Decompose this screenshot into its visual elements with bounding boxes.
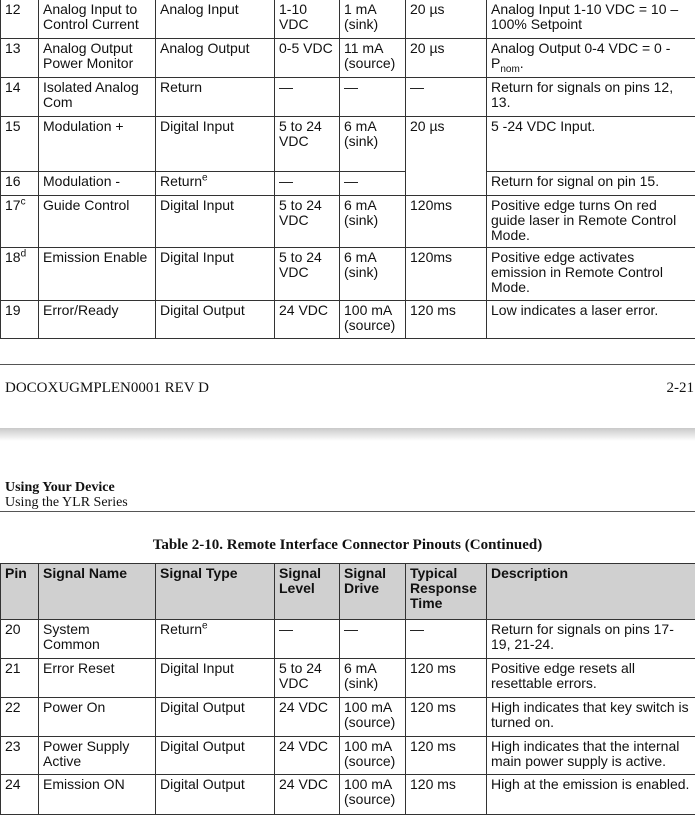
column-header-signal-level: Signal Level [275, 564, 340, 620]
signal-drive-cell: 6 mA (sink) [340, 659, 406, 698]
signal-level-cell: 0-5 VDC [275, 39, 340, 78]
table-row [1, 0, 695, 39]
footnote-marker: d [21, 248, 27, 259]
pin-cell [1, 248, 39, 301]
signal-type-cell: Digital Input [156, 659, 275, 698]
footnote-marker: e [202, 172, 208, 183]
pinout-table-bottom [0, 563, 695, 815]
signal-type-cell: Digital Output [156, 737, 275, 775]
description-cell: Positive edge activates emission in Remote Control Mode. [487, 248, 695, 301]
table-row [1, 775, 695, 815]
column-header-signal-type: Signal Type [156, 564, 275, 620]
signal-name-cell: Modulation - [39, 172, 156, 196]
signal-type-cell: Digital Output [156, 775, 275, 815]
signal-type-cell: Return [156, 78, 275, 117]
signal-type-text: Return [160, 621, 202, 637]
signal-level-cell: — [275, 620, 340, 659]
table-header-row [1, 564, 695, 620]
table-row [1, 248, 695, 301]
signal-drive-cell: — [340, 172, 406, 196]
pin-cell: 15 [1, 117, 39, 172]
signal-drive-cell: 6 mA (sink) [340, 248, 406, 301]
page-footer [5, 380, 695, 397]
table-row [1, 172, 695, 196]
pin-cell: 14 [1, 78, 39, 117]
description-cell: Return for signals on pins 12, 13. [487, 78, 695, 117]
signal-type-cell: Digital Output [156, 301, 275, 339]
subscript-nom: nom [500, 64, 519, 75]
description-cell: Return for signals on pins 17-19, 21-24. [487, 620, 695, 659]
signal-type-cell: Digital Input [156, 196, 275, 248]
signal-name-cell: Emission Enable [39, 248, 156, 301]
signal-drive-cell: 6 mA (sink) [340, 196, 406, 248]
table-caption: Table 2-10. Remote Interface Connector Pinouts (Continued) [0, 537, 695, 554]
table-row [1, 301, 695, 339]
column-header-pin: Pin [1, 564, 39, 620]
signal-drive-cell: — [340, 78, 406, 117]
signal-name-cell: Analog Input to Control Current [39, 0, 156, 39]
table-row [1, 659, 695, 698]
description-cell: High indicates that key switch is turned on. [487, 698, 695, 737]
document-id: DOCOXUGMPLEN0001 REV D [5, 380, 209, 396]
footnote-marker: e [202, 620, 208, 631]
signal-level-cell: 5 to 24 VDC [275, 196, 340, 248]
signal-drive-cell: 100 mA (source) [340, 775, 406, 815]
table-row [1, 196, 695, 248]
description-cell: 5 -24 VDC Input. [487, 117, 695, 172]
pin-cell: 12 [1, 0, 39, 39]
pin-text: 17 [5, 197, 21, 213]
signal-level-cell: — [275, 172, 340, 196]
signal-type-cell: Digital Output [156, 698, 275, 737]
description-tail: . [520, 55, 524, 71]
table-row [1, 698, 695, 737]
page-number: 2-21 [667, 380, 695, 397]
signal-level-cell: 5 to 24 VDC [275, 248, 340, 301]
response-time-cell: 120ms [406, 196, 487, 248]
signal-level-cell: — [275, 78, 340, 117]
description-cell: High indicates that the internal main power supply is active. [487, 737, 695, 775]
signal-drive-cell: 11 mA (source) [340, 39, 406, 78]
pin-cell: 20 [1, 620, 39, 659]
signal-drive-cell: — [340, 620, 406, 659]
signal-name-cell: Modulation + [39, 117, 156, 172]
header-rule [0, 511, 695, 512]
signal-level-cell: 24 VDC [275, 301, 340, 339]
pin-cell: 13 [1, 39, 39, 78]
response-time-cell: — [406, 78, 487, 117]
response-time-cell: — [406, 620, 487, 659]
description-text: Analog Output 0-4 VDC = 0 - P [491, 40, 670, 71]
table-row [1, 78, 695, 117]
response-time-cell: 120 ms [406, 737, 487, 775]
table-row [1, 39, 695, 78]
signal-name-cell: System Common [39, 620, 156, 659]
signal-level-cell: 24 VDC [275, 698, 340, 737]
table-row [1, 117, 695, 172]
description-cell: Positive edge turns On red guide laser in Remote Control Mode. [487, 196, 695, 248]
footnote-marker: c [21, 196, 26, 207]
description-cell: Analog Input 1-10 VDC = 10 – 100% Setpoint [487, 0, 695, 39]
signal-type-cell [156, 172, 275, 196]
signal-drive-cell: 1 mA (sink) [340, 0, 406, 39]
signal-drive-cell: 100 mA (source) [340, 301, 406, 339]
table-row [1, 737, 695, 775]
description-cell: Positive edge resets all resettable errors. [487, 659, 695, 698]
response-time-cell: 120 ms [406, 698, 487, 737]
signal-name-cell: Emission ON [39, 775, 156, 815]
pin-cell: 22 [1, 698, 39, 737]
signal-name-cell: Power Supply Active [39, 737, 156, 775]
column-header-signal-name: Signal Name [39, 564, 156, 620]
column-header-signal-drive: Signal Drive [340, 564, 406, 620]
response-time-cell: 120ms [406, 248, 487, 301]
pin-cell: 16 [1, 172, 39, 196]
signal-name-cell: Error Reset [39, 659, 156, 698]
description-cell: Low indicates a laser error. [487, 301, 695, 339]
description-cell: High at the emission is enabled. [487, 775, 695, 815]
signal-level-cell: 1-10 VDC [275, 0, 340, 39]
signal-type-cell: Digital Input [156, 248, 275, 301]
section-title: Using the YLR Series [5, 495, 128, 511]
column-header-response-time: Typical Response Time [406, 564, 487, 620]
signal-name-cell: Guide Control [39, 196, 156, 248]
table-row [1, 620, 695, 659]
signal-level-cell: 5 to 24 VDC [275, 117, 340, 172]
footer-rule [0, 364, 695, 365]
signal-drive-cell: 100 mA (source) [340, 737, 406, 775]
signal-drive-cell: 6 mA (sink) [340, 117, 406, 172]
pin-cell [1, 196, 39, 248]
signal-type-text: Return [160, 173, 202, 189]
signal-name-cell: Analog Output Power Monitor [39, 39, 156, 78]
column-header-description: Description [487, 564, 695, 620]
page-gap [0, 428, 695, 441]
pin-cell: 21 [1, 659, 39, 698]
signal-name-cell: Isolated Analog Com [39, 78, 156, 117]
chapter-title: Using Your Device [5, 480, 115, 496]
signal-type-cell: Analog Input [156, 0, 275, 39]
pin-text: 18 [5, 249, 21, 265]
description-cell: Return for signal on pin 15. [487, 172, 695, 196]
response-time-cell: 120 ms [406, 659, 487, 698]
signal-name-cell: Error/Ready [39, 301, 156, 339]
signal-level-cell: 24 VDC [275, 775, 340, 815]
pin-cell: 23 [1, 737, 39, 775]
pinout-table-top [0, 0, 695, 339]
signal-name-cell: Power On [39, 698, 156, 737]
signal-type-cell: Analog Output [156, 39, 275, 78]
response-time-cell: 120 ms [406, 301, 487, 339]
signal-type-cell: Digital Input [156, 117, 275, 172]
pin-cell: 19 [1, 301, 39, 339]
response-time-cell: 120 ms [406, 775, 487, 815]
pin-cell: 24 [1, 775, 39, 815]
signal-drive-cell: 100 mA (source) [340, 698, 406, 737]
signal-type-cell [156, 620, 275, 659]
description-cell [487, 39, 695, 78]
response-time-cell: 20 µs [406, 117, 487, 196]
response-time-cell: 20 µs [406, 0, 487, 39]
signal-level-cell: 5 to 24 VDC [275, 659, 340, 698]
signal-level-cell: 24 VDC [275, 737, 340, 775]
response-time-cell: 20 µs [406, 39, 487, 78]
